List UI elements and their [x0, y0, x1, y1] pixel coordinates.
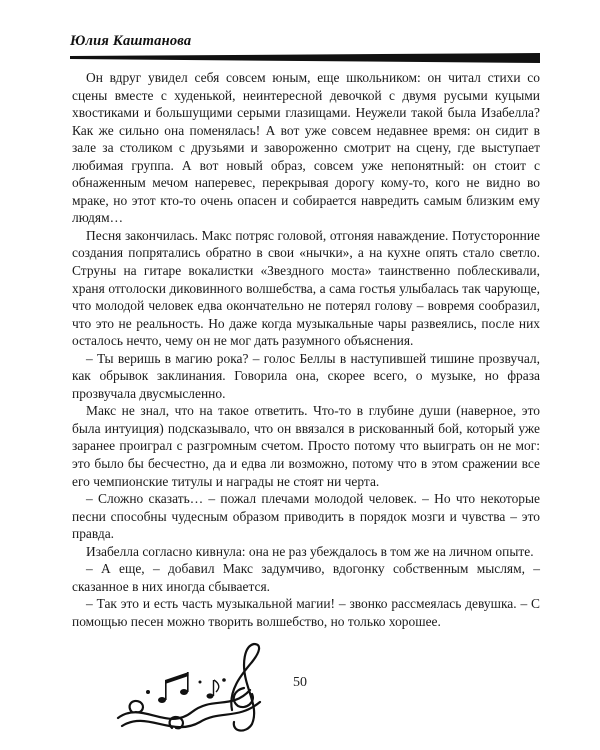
paragraph: – Сложно сказать… – пожал плечами молодой человек. – Но что некоторые песни способны чудесным образом приводить в порядок мозги и чувства – это правда.: [72, 491, 540, 542]
paragraph: Песня закончилась. Макс потряс головой, отгоняя наваждение. Потусторонние создания попрятались обратно в свои «нычки», а на кухне опять стало светло. Струны на гитаре вокалистки «Звездного моста» таинственно поблескивали, храня отголоски диковинного волшебства, а сама гостья улыбалась так чарующе, что молодой человек едва окончательно не потерял голову – вовремя сообразил, что это не реальность. Но даже когда музыкальные чары развеялись, после них осталось нечто, чему он не мог дать разумного объяснения.: [72, 227, 540, 349]
paragraph: – Ты веришь в магию рока? – голос Беллы в наступившей тишине прозвучал, как обрывок заклинания. Говорила она, скорее всего, о музыке, но фраза прозвучала двусмысленно.: [72, 350, 540, 401]
running-header: [70, 33, 540, 63]
header-rule: [70, 53, 540, 63]
body-text: [72, 69, 540, 631]
paragraph: – Так это и есть часть музыкальной магии! – звонко рассмеялась девушка. – С помощью песен можно творить волшебство, но только хорошее.: [72, 596, 540, 629]
paragraph: – А еще, – добавил Макс задумчиво, вдогонку собственным мыслям, – сказанное в них иногда сбывается.: [72, 561, 540, 594]
page-number: 50: [293, 675, 307, 690]
paragraph: Макс не знал, что на такое ответить. Что-то в глубине души (наверное, это была интуиция) подсказывало, что он ввязался в рискованный бой, который уже заранее проиграл с разгромным счетом. Просто потому что выиграть он не мог: это было бы бесчестно, да и едва ли возможно, потому что в этом сражении все его чемпионские титулы и награды не стоят ни черта.: [72, 403, 540, 489]
paragraph: Он вдруг увидел себя совсем юным, еще школьником: он читал стихи со сцены вместе с худенькой, неинтересной девочкой с двумя русыми куцыми хвостиками и большущими серыми глазищами. Неужели такой была Изабелла? Как же сильно она поменялась! А вот уже совсем недавнее время: он сидит в зале за столиком с друзьями и завороженно смотрит на сцену, где выступает любимая группа. А вот новый образ, совсем уже непонятный: он стоит с обнаженным мечом наперевес, перекрывая дорогу кому-то, кого не видно во мраке, но этот кто-то очень опасен и собирается навредить самым близким ему людям…: [72, 70, 540, 226]
paragraph: Изабелла согласно кивнула: она не раз убеждалось в том же на личном опыте.: [86, 543, 534, 559]
author-name: Юлия Каштанова: [70, 33, 192, 49]
